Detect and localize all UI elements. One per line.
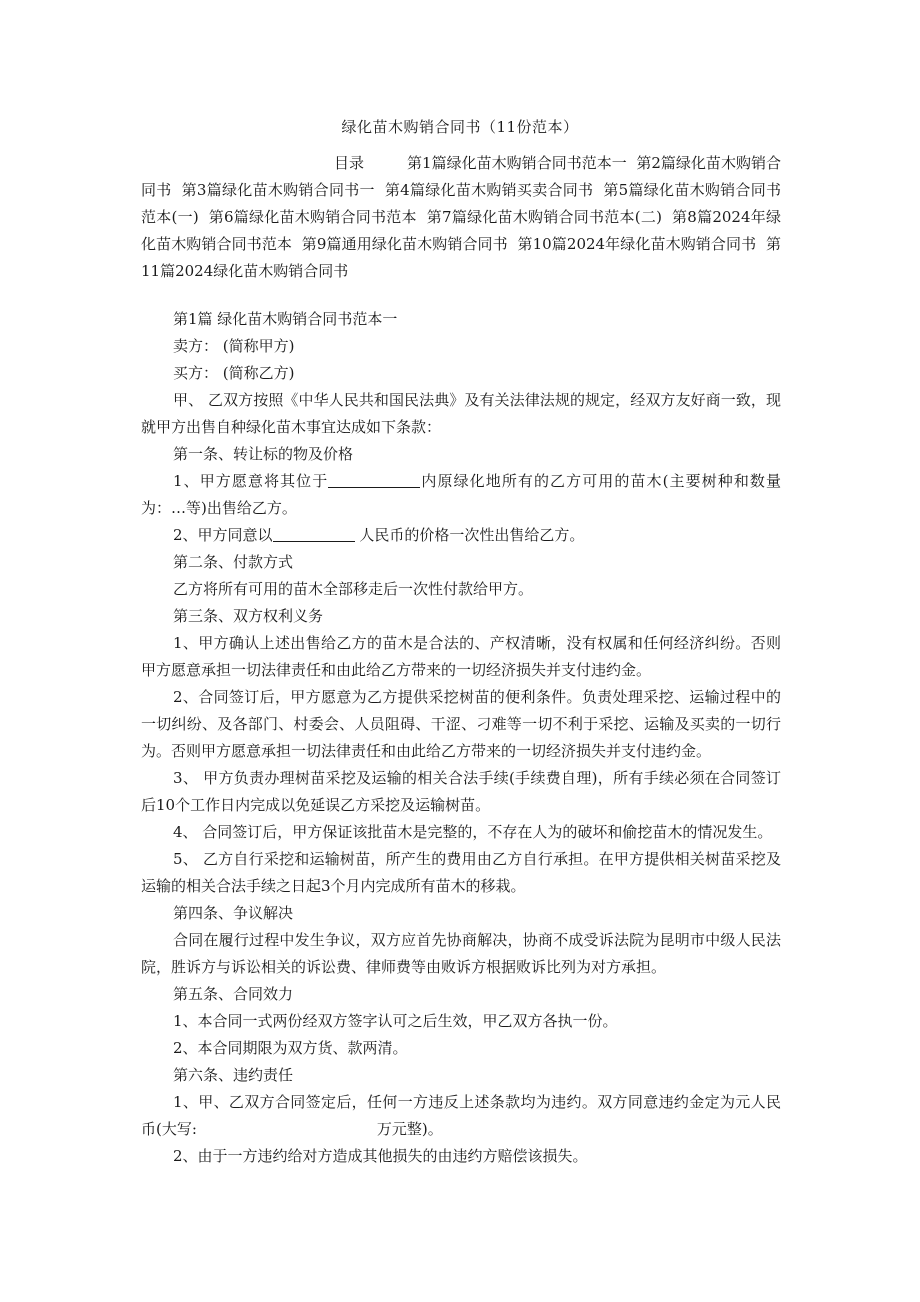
fill-in-blank bbox=[328, 471, 420, 488]
article-5-title: 第五条、合同效力 bbox=[173, 985, 294, 1003]
clause-text: 1、甲方愿意将其位于 bbox=[173, 472, 329, 490]
article-6-clause-2: 2、由于一方违约给对方造成其他损失的由违约方赔偿该损失。 bbox=[173, 1147, 588, 1165]
article-3-clause-4: 4、 合同签订后，甲方保证该批苗木是完整的，不存在人为的破坏和偷挖苗木的情况发生。 bbox=[173, 823, 773, 841]
article-6-title: 第六条、违约责任 bbox=[173, 1066, 294, 1084]
toc-entry[interactable]: 第11篇2024绿化苗木购销合同书 bbox=[141, 235, 781, 280]
article-1-clause-2 bbox=[141, 522, 781, 549]
document-title: 绿化苗木购销合同书（11份范本） bbox=[341, 118, 579, 136]
article-2-title: 第二条、付款方式 bbox=[173, 553, 294, 571]
toc-entry[interactable]: 第2篇绿化苗木购销合同书 bbox=[141, 154, 781, 199]
toc-entry[interactable]: 第9篇通用绿化苗木购销合同书 bbox=[301, 235, 508, 253]
clause-text: 内原绿化地所有的乙方可用的苗木(主要树种和数量为：…等)出售给乙方。 bbox=[141, 472, 782, 517]
toc-entry[interactable]: 第10篇2024年绿化苗木购销合同书 bbox=[517, 235, 757, 253]
article-2-clause-1: 乙方将所有可用的苗木全部移走后一次性付款给甲方。 bbox=[173, 580, 534, 598]
article-4-clause-1: 合同在履行过程中发生争议，双方应首先协商解决，协商不成受诉法院为昆明市中级人民法院，胜诉方与诉讼相关的诉讼费、律师费等由败诉方根据败诉比列为对方承担。 bbox=[141, 931, 781, 976]
article-5-clause-2: 2、本合同期限为双方货、款两清。 bbox=[173, 1039, 408, 1057]
seller-line: 卖方： (简称甲方) bbox=[173, 337, 295, 355]
toc-entry[interactable]: 第4篇绿化苗木购销买卖合同书 bbox=[384, 181, 594, 199]
article-1-title: 第一条、转让标的物及价格 bbox=[173, 445, 354, 463]
toc-label: 目录 bbox=[334, 154, 365, 172]
article-3-clause-3: 3、 甲方负责办理树苗采挖及运输的相关合法手续(手续费自理)，所有手续必须在合同签订后10个工作日内完成以免延误乙方采挖及运输树苗。 bbox=[141, 769, 781, 814]
toc-entry[interactable]: 第1篇绿化苗木购销合同书范本一 bbox=[407, 154, 627, 172]
toc-entry[interactable]: 第3篇绿化苗木购销合同书一 bbox=[181, 181, 375, 199]
article-3-clause-1: 1、甲方确认上述出售给乙方的苗木是合法的、产权清晰，没有权属和任何经济纠纷。否则甲方愿意承担一切法律责任和由此给乙方带来的一切经济损失并支付违约金。 bbox=[141, 634, 781, 679]
clause-text: 万元整)。 bbox=[376, 1120, 443, 1138]
clause-text: 1、甲、乙双方合同签定后，任何一方违反上述条款均为违约。双方同意违约金定为元人民币(大写: bbox=[141, 1093, 781, 1138]
toc-entry[interactable]: 第7篇绿化苗木购销合同书范本(二) bbox=[426, 208, 662, 226]
article-3-title: 第三条、双方权利义务 bbox=[173, 607, 324, 625]
section-heading: 第1篇 绿化苗木购销合同书范本一 bbox=[173, 310, 398, 328]
toc-entry[interactable]: 第6篇绿化苗木购销合同书范本 bbox=[208, 208, 417, 226]
article-1-clause-1 bbox=[141, 468, 781, 522]
toc-entry[interactable]: 第5篇绿化苗木购销合同书范本(一) bbox=[141, 181, 781, 226]
article-3-clause-5: 5、 乙方自行采挖和运输树苗，所产生的费用由乙方自行承担。在甲方提供相关树苗采挖及运输的相关合法手续之日起3个月内完成所有苗木的移栽。 bbox=[141, 850, 781, 895]
article-4-title: 第四条、争议解决 bbox=[173, 904, 294, 922]
table-of-contents bbox=[141, 150, 781, 285]
contract-body bbox=[141, 306, 781, 1170]
article-6-clause-1 bbox=[141, 1089, 781, 1143]
article-5-clause-1: 1、本合同一式两份经双方签字认可之后生效，甲乙双方各执一份。 bbox=[173, 1012, 618, 1030]
buyer-line: 买方： (简称乙方) bbox=[173, 364, 295, 382]
clause-text: 人民币的价格一次性出售给乙方。 bbox=[354, 526, 585, 544]
toc-entry[interactable]: 第8篇2024年绿化苗木购销合同书范本 bbox=[141, 208, 781, 253]
clause-text: 2、甲方同意以 bbox=[173, 526, 273, 544]
fill-in-blank bbox=[273, 525, 355, 542]
article-3-clause-2: 2、合同签订后，甲方愿意为乙方提供采挖树苗的便利条件。负责处理采挖、运输过程中的一切纠纷、及各部门、村委会、人员阻碍、干涩、刁难等一切不利于采挖、运输及买卖的一切行为。否则甲方愿意承担一切法律责任和由此给乙方带来的一切经济损失并支付违约金。 bbox=[141, 688, 781, 760]
intro-paragraph: 甲、 乙双方按照《中华人民共和国民法典》及有关法律法规的规定，经双方友好商一致，现就甲方出售自种绿化苗木事宜达成如下条款： bbox=[141, 391, 781, 436]
